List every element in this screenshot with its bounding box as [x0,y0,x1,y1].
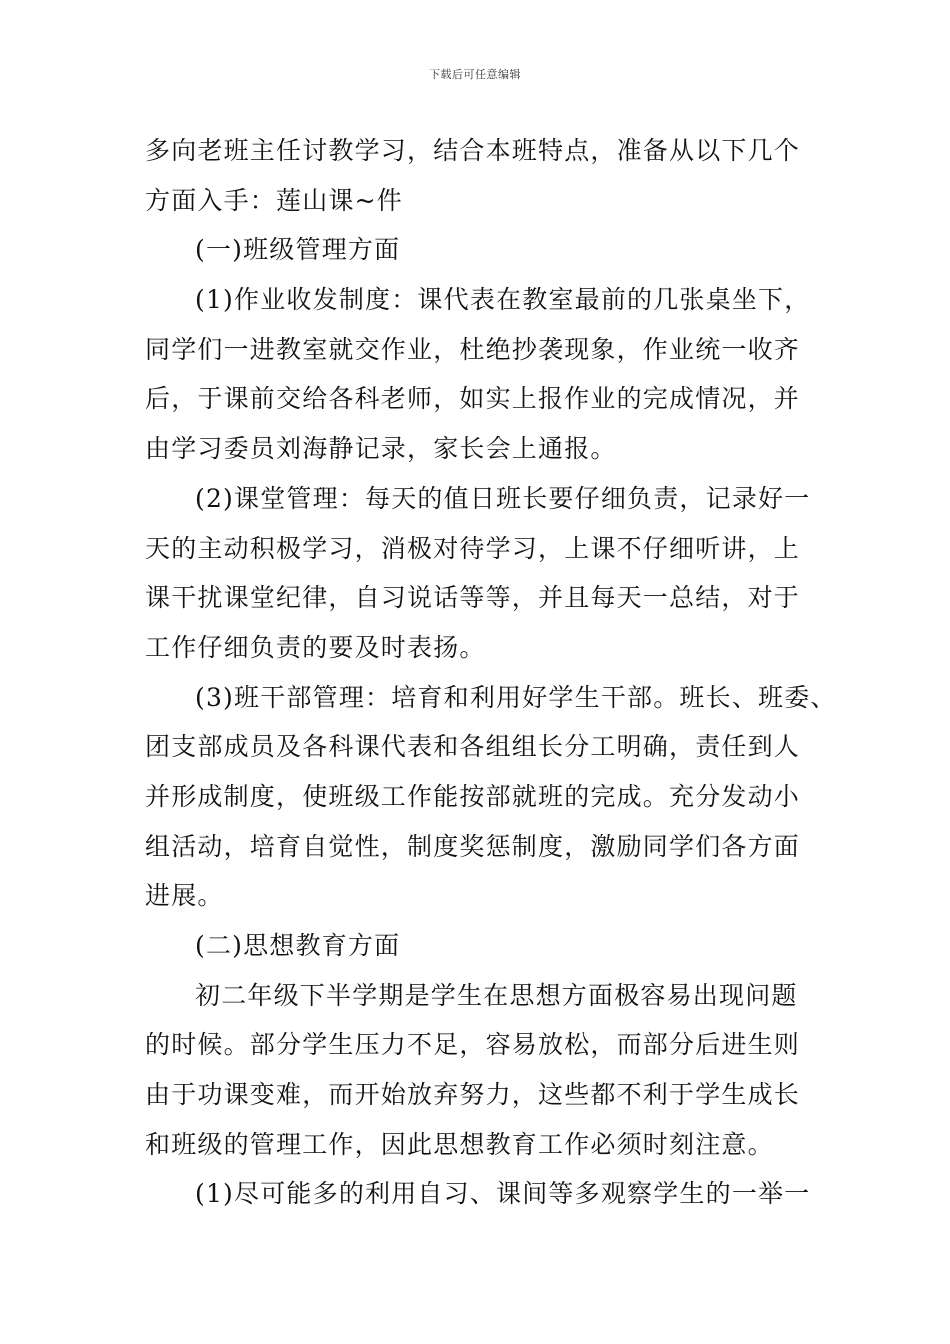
text-line-18: 初二年级下半学期是学生在思想方面极容易出现问题 [195,980,798,1010]
text-line-6: 后，于课前交给各科老师，如实上报作业的完成情况，并 [145,384,801,414]
text-line-15: 组活动，培育自觉性，制度奖惩制度，激励同学们各方面 [145,831,801,861]
text-line-1: 多向老班主任讨教学习，结合本班特点，准备从以下几个 [145,136,801,165]
text-line-11: 工作仔细负责的要及时表扬。 [145,632,486,662]
text-line-19: 的时候。部分学生压力不足，容易放松，而部分后进生则 [145,1030,801,1060]
text-line-12: (3)班干部管理：培育和利用好学生干部。班长、班委、 [195,682,837,712]
section-heading-class-management: (一)班级管理方面 [195,235,401,265]
text-line-14: 并形成制度，使班级工作能按部就班的完成。充分发动小 [145,781,801,811]
page-header-note: 下载后可任意编辑 [429,68,521,81]
text-line-10: 课干扰课堂纪律，自习说话等等，并且每天一总结，对于 [145,583,801,613]
text-line-13: 团支部成员及各科课代表和各组组长分工明确，责任到人 [145,732,801,762]
text-line-4: (1)作业收发制度：课代表在教室最前的几张桌坐下， [195,285,811,315]
text-line-5: 同学们一进教室就交作业，杜绝抄袭现象，作业统一收齐 [145,334,801,364]
text-line-7: 由学习委员刘海静记录，家长会上通报。 [145,434,617,464]
section-heading-ideological-education: (二)思想教育方面 [195,931,401,960]
text-line-9: 天的主动积极学习，消极对待学习，上课不仔细听讲，上 [145,533,801,563]
text-line-16: 进展。 [145,881,224,911]
text-line-21: 和班级的管理工作，因此思想教育工作必须时刻注意。 [145,1129,774,1159]
document-body [145,126,837,1219]
text-line-8: (2)课堂管理：每天的值日班长要仔细负责，记录好一 [195,483,811,513]
text-line-20: 由于功课变难，而开始放弃努力，这些都不利于学生成长 [145,1080,801,1110]
text-line-22: (1)尽可能多的利用自习、课间等多观察学生的一举一 [195,1179,811,1209]
text-line-2: 方面入手：莲山课~件 [145,185,403,215]
